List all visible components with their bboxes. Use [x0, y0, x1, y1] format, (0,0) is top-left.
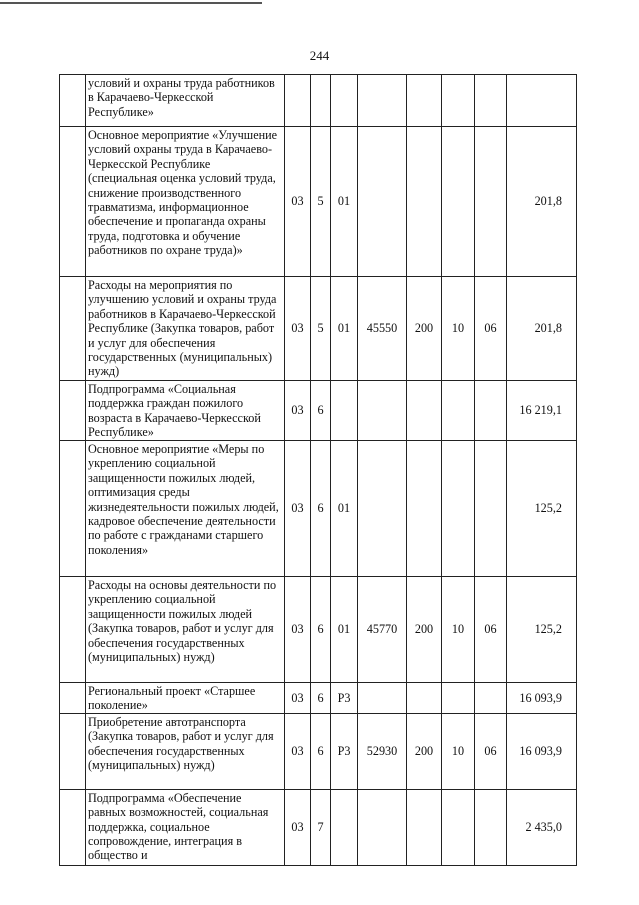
table-row: [60, 577, 577, 683]
code-subsection-cell: 06: [475, 277, 507, 381]
code-chapter-cell: [442, 75, 475, 127]
table-row: [60, 441, 577, 577]
code-chapter-cell: 10: [442, 577, 475, 683]
budget-table: [59, 74, 577, 866]
code-chapter-cell: 10: [442, 277, 475, 381]
code-subsection-cell: 06: [475, 713, 507, 789]
page-number: 244: [309, 48, 330, 63]
code-subprogram-cell: Р3: [331, 683, 358, 714]
code-section-cell: 03: [285, 577, 311, 683]
code-subprogram-cell: Р3: [331, 713, 358, 789]
code-direction-cell: 45770: [358, 577, 407, 683]
row-number-cell: [60, 713, 86, 789]
code-direction-cell: 52930: [358, 713, 407, 789]
code-program-cell: 6: [311, 713, 331, 789]
row-name-cell: условий и охраны труда работников в Карачаево-Черкесской Республике»: [86, 75, 285, 127]
row-number-cell: [60, 441, 86, 577]
amount-cell: 125,2: [507, 441, 577, 577]
row-name-cell: Приобретение автотранспорта (Закупка товаров, работ и услуг для обеспечения государственных (муниципальных) нужд): [86, 713, 285, 789]
code-expense-type-cell: [407, 75, 442, 127]
code-subprogram-cell: [331, 381, 358, 441]
row-name-cell: Основное мероприятие «Меры по укреплению социальной защищенности пожилых людей, оптимизация среды жизнедеятельности пожилых людей, кадровое обеспечение деятельности по работе с гражданами старшего поколения»: [86, 441, 285, 577]
code-section-cell: 03: [285, 381, 311, 441]
code-program-cell: 5: [311, 277, 331, 381]
code-subsection-cell: [475, 75, 507, 127]
code-program-cell: 6: [311, 683, 331, 714]
code-expense-type-cell: 200: [407, 277, 442, 381]
code-direction-cell: 45550: [358, 277, 407, 381]
row-name-cell: Подпрограмма «Социальная поддержка граждан пожилого возраста в Карачаево-Черкесской Республике»: [86, 381, 285, 441]
code-expense-type-cell: [407, 381, 442, 441]
code-program-cell: 5: [311, 127, 331, 277]
row-name-cell: Подпрограмма «Обеспечение равных возможностей, социальная поддержка, социальное сопровождение, интеграция в общество и: [86, 789, 285, 865]
code-section-cell: 03: [285, 683, 311, 714]
code-expense-type-cell: [407, 789, 442, 865]
code-chapter-cell: [442, 683, 475, 714]
code-program-cell: 6: [311, 577, 331, 683]
table-row: [60, 277, 577, 381]
code-program-cell: 6: [311, 381, 331, 441]
code-chapter-cell: 10: [442, 713, 475, 789]
code-subsection-cell: [475, 683, 507, 714]
code-subprogram-cell: [331, 75, 358, 127]
table-body: [60, 75, 577, 866]
row-number-cell: [60, 789, 86, 865]
amount-cell: 201,8: [507, 277, 577, 381]
code-program-cell: 7: [311, 789, 331, 865]
code-direction-cell: [358, 683, 407, 714]
code-section-cell: 03: [285, 789, 311, 865]
code-direction-cell: [358, 381, 407, 441]
amount-cell: 16 093,9: [507, 713, 577, 789]
code-chapter-cell: [442, 381, 475, 441]
table-row: [60, 713, 577, 789]
code-section-cell: 03: [285, 441, 311, 577]
code-subprogram-cell: 01: [331, 277, 358, 381]
amount-cell: 2 435,0: [507, 789, 577, 865]
code-section-cell: 03: [285, 277, 311, 381]
code-direction-cell: [358, 789, 407, 865]
row-name-cell: Расходы на мероприятия по улучшению условий и охраны труда работников в Карачаево-Черкесской Республике (Закупка товаров, работ и услуг для обеспечения государственных (муниципальных) нужд): [86, 277, 285, 381]
code-subsection-cell: [475, 127, 507, 277]
row-number-cell: [60, 75, 86, 127]
row-number-cell: [60, 127, 86, 277]
amount-cell: 201,8: [507, 127, 577, 277]
code-expense-type-cell: [407, 683, 442, 714]
table-row: [60, 127, 577, 277]
amount-cell: 125,2: [507, 577, 577, 683]
top-rule: [0, 2, 262, 4]
table-row: [60, 683, 577, 714]
code-direction-cell: [358, 127, 407, 277]
code-expense-type-cell: 200: [407, 577, 442, 683]
row-name-cell: Основное мероприятие «Улучшение условий охраны труда в Карачаево-Черкесской Республике (специальная оценка условий труда, снижение производственного травматизма, информационное обеспечение и пропаганда охраны труда, подготовка и обучение работников по охране труда)»: [86, 127, 285, 277]
row-number-cell: [60, 683, 86, 714]
code-section-cell: [285, 75, 311, 127]
table-row: [60, 75, 577, 127]
code-subprogram-cell: [331, 789, 358, 865]
amount-cell: [507, 75, 577, 127]
code-subprogram-cell: 01: [331, 441, 358, 577]
code-chapter-cell: [442, 441, 475, 577]
code-subsection-cell: [475, 381, 507, 441]
code-program-cell: [311, 75, 331, 127]
code-expense-type-cell: 200: [407, 713, 442, 789]
code-expense-type-cell: [407, 441, 442, 577]
amount-cell: 16 093,9: [507, 683, 577, 714]
code-subsection-cell: [475, 789, 507, 865]
code-chapter-cell: [442, 789, 475, 865]
code-program-cell: 6: [311, 441, 331, 577]
code-chapter-cell: [442, 127, 475, 277]
code-direction-cell: [358, 441, 407, 577]
table-row: [60, 789, 577, 865]
row-name-cell: Расходы на основы деятельности по укреплению социальной защищенности пожилых людей (Закупка товаров, работ и услуг для обеспечения государственных (муниципальных) нужд): [86, 577, 285, 683]
code-expense-type-cell: [407, 127, 442, 277]
row-name-cell: Региональный проект «Старшее поколение»: [86, 683, 285, 714]
code-direction-cell: [358, 75, 407, 127]
code-subsection-cell: 06: [475, 577, 507, 683]
row-number-cell: [60, 277, 86, 381]
table-row: [60, 381, 577, 441]
code-section-cell: 03: [285, 713, 311, 789]
row-number-cell: [60, 381, 86, 441]
code-subsection-cell: [475, 441, 507, 577]
row-number-cell: [60, 577, 86, 683]
code-subprogram-cell: 01: [331, 577, 358, 683]
code-subprogram-cell: 01: [331, 127, 358, 277]
code-section-cell: 03: [285, 127, 311, 277]
amount-cell: 16 219,1: [507, 381, 577, 441]
